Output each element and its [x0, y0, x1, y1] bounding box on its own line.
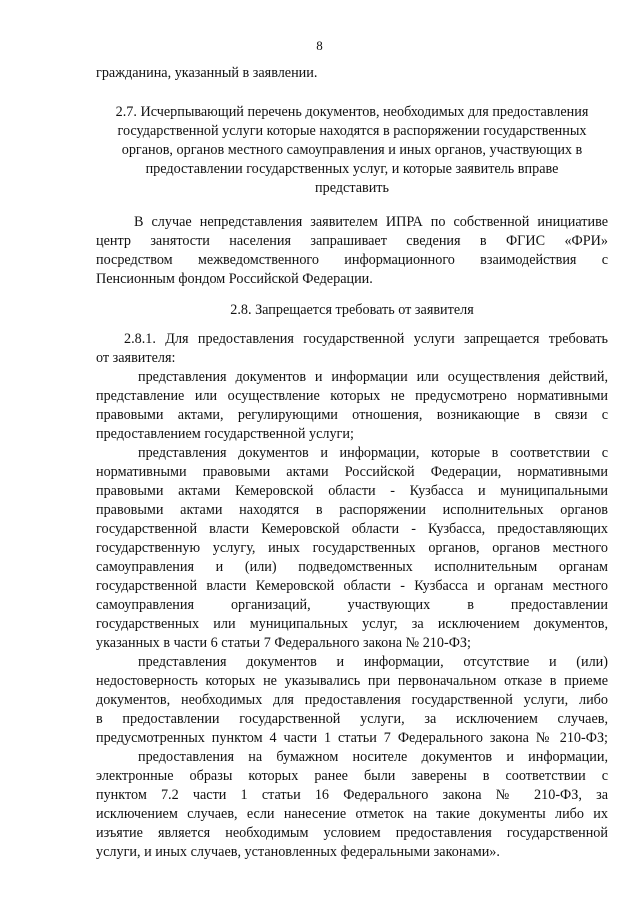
- text-line: посредством межведомственного информационного взаимодействия с: [96, 252, 608, 268]
- text-line: указанных в части 6 статьи 7 Федерального закона № 210-ФЗ;: [96, 635, 471, 651]
- text-line: предусмотренных пунктом 4 части 1 статьи 7 Федерального закона № 210-ФЗ;: [96, 730, 608, 746]
- text-line: представление или осуществление которых не предусмотрено нормативными: [96, 388, 608, 404]
- text-line: правовыми актами Кемеровской области - Кузбасса и муниципальными: [96, 483, 608, 499]
- text-line: в предоставлении государственной услуги, за исключением случаев,: [96, 711, 608, 727]
- text-line: от заявителя:: [96, 350, 176, 366]
- text-line: правовыми актами находятся в распоряжении исполнительных органов: [96, 502, 608, 518]
- text-line: предоставления на бумажном носителе документов и информации,: [138, 749, 608, 765]
- text-line: пунктом 7.2 части 1 статьи 16 Федерального закона № 210-ФЗ, за: [96, 787, 608, 803]
- text-line: документов, необходимых для предоставления государственной услуги, либо: [96, 692, 608, 708]
- text-line: правовыми актами, регулирующими отношения, возникающие в связи с: [96, 407, 608, 423]
- page-number: 8: [316, 38, 323, 53]
- section-heading-line: представить: [315, 180, 389, 196]
- text-line: государственную услугу, иных государственных органов, органов местного: [96, 540, 608, 556]
- section-heading-line: 2.7. Исчерпывающий перечень документов, необходимых для предоставления: [115, 104, 589, 120]
- text-line: центр занятости населения запрашивает сведения в ФГИС «ФРИ»: [96, 233, 608, 249]
- section-heading-line: органов, органов местного самоуправления и иных органов, участвующих в: [121, 142, 583, 158]
- text-line: нормативными правовыми актами Российской Федерации, нормативными: [96, 464, 608, 480]
- section-heading: 2.8. Запрещается требовать от заявителя: [230, 302, 474, 318]
- section-heading-line: государственной услуги которые находятся в распоряжении государственных: [117, 123, 587, 139]
- text-line: государственной власти Кемеровской области - Кузбасса, предоставляющих: [96, 521, 608, 537]
- text-line: недостоверность которых не указывались при первоначальном отказе в приеме: [96, 673, 608, 689]
- text-line: государственных или муниципальных услуг, за исключением документов,: [96, 616, 608, 632]
- text-line: самоуправления организаций, участвующих в предоставлении: [96, 597, 608, 613]
- text-line: услуги, и иных случаев, установленных федеральными законами».: [96, 844, 500, 860]
- text-line: представления документов и информации или осуществления действий,: [138, 369, 608, 385]
- text-line: Пенсионным фондом Российской Федерации.: [96, 271, 373, 287]
- text-line: представления документов и информации, отсутствие и (или): [138, 654, 608, 670]
- text-line: представления документов и информации, которые в соответствии с: [138, 445, 608, 461]
- text-line: государственной власти Кемеровской области - Кузбасса и органам местного: [96, 578, 608, 594]
- text-line: гражданина, указанный в заявлении.: [96, 65, 318, 81]
- text-line: электронные образы которых ранее были заверены в соответствии с: [96, 768, 608, 784]
- text-line: исключением случаев, если нанесение отметок на такие документы либо их: [96, 806, 608, 822]
- text-line: изъятие является необходимым условием предоставления государственной: [96, 825, 608, 841]
- text-line: 2.8.1. Для предоставления государственной услуги запрещается требовать: [124, 331, 608, 347]
- text-line: предоставлением государственной услуги;: [96, 426, 354, 442]
- text-line: самоуправления и (или) подведомственных исполнительным органам: [96, 559, 608, 575]
- section-heading-line: предоставлении государственных услуг, и которые заявитель вправе: [145, 161, 559, 177]
- text-line: В случае непредставления заявителем ИПРА по собственной инициативе: [134, 214, 608, 230]
